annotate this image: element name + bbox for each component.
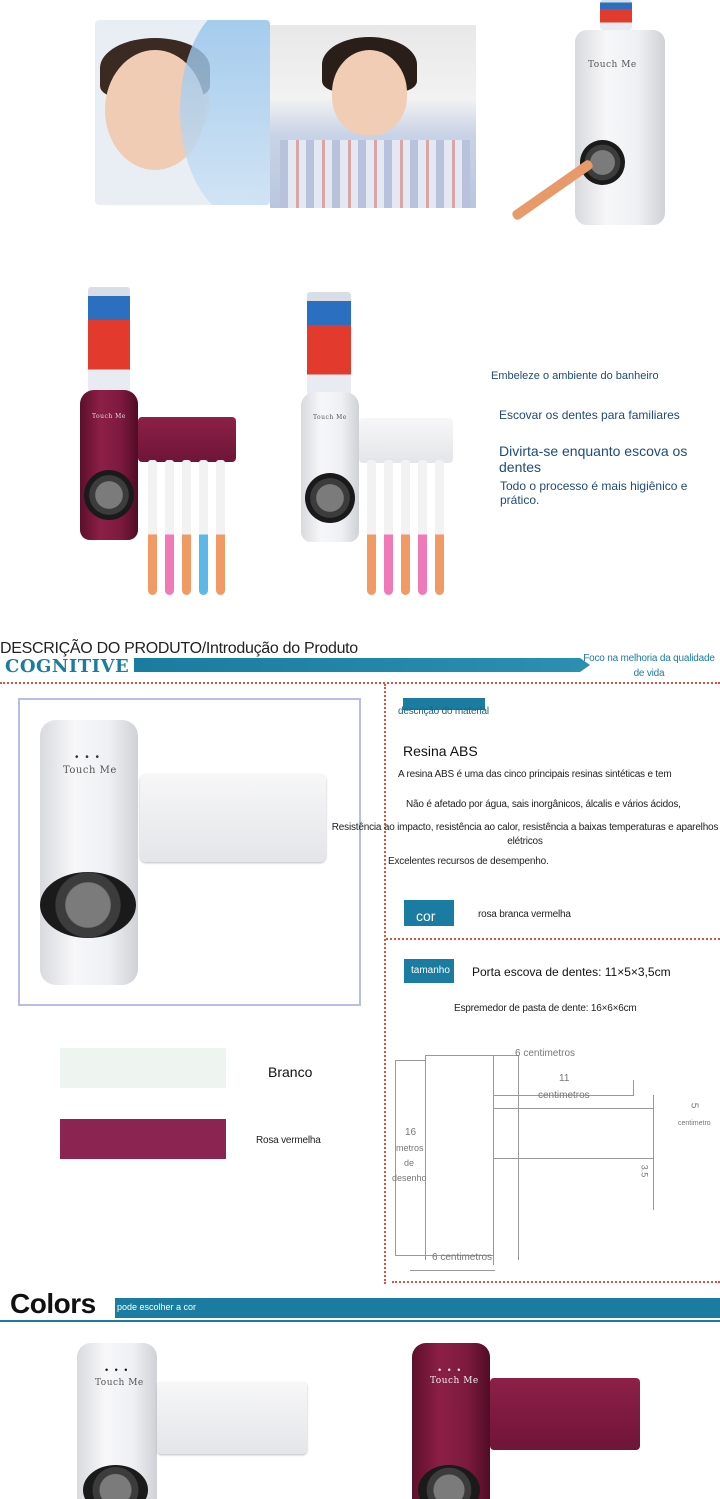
dim-height-l2: de — [404, 1158, 415, 1168]
dim-top-width: 6 centimetros — [515, 1048, 576, 1059]
white-dispenser-set-image: Touch Me — [297, 290, 467, 610]
dim-depth-num: 5 — [688, 1102, 700, 1109]
colors-underline — [0, 1320, 720, 1322]
swatch-rose-red-label: Rosa vermelha — [256, 1135, 321, 1146]
section-title: DESCRIÇÃO DO PRODUTO/Introdução do Produto — [0, 640, 358, 657]
white-variant-image: • • • Touch Me — [75, 1340, 315, 1499]
material-name: Resina ABS — [403, 743, 478, 759]
size-tag: tamanho — [404, 959, 454, 983]
divider — [386, 938, 720, 940]
feature-item-3: Divirta-se enquanto escova os dentes — [499, 443, 688, 475]
material-line-2: Não é afetado por água, sais inorgânicos, álcalis e vários ácidos, — [406, 799, 681, 810]
dim-bottom-width: 6 centimetros — [432, 1252, 493, 1263]
dim-height-num: 16 — [405, 1127, 417, 1138]
colors-bar — [115, 1298, 720, 1318]
hero-dispenser-image — [500, 0, 680, 250]
divider — [392, 1281, 720, 1283]
dim-depth-unit: centimetro — [678, 1120, 711, 1127]
swatch-white — [60, 1048, 226, 1088]
dim-height-l1: metros — [396, 1143, 424, 1153]
feature-item-4: Todo o processo é mais higiênico e prático. — [500, 479, 688, 507]
color-value: rosa branca vermelha — [478, 909, 571, 920]
color-tag: cor — [404, 900, 454, 926]
dim-holder-height: 3.5 — [639, 1164, 650, 1178]
product-image-frame: Touch Me • • • — [18, 698, 361, 1006]
divider — [0, 682, 720, 684]
woman-brushing-photo — [270, 25, 476, 208]
swatch-white-label: Branco — [268, 1064, 313, 1080]
dim-height-l3: desenho — [392, 1173, 427, 1183]
colors-subtitle: pode escolher a cor — [117, 1302, 197, 1312]
dim-holder-width-num: 11 — [559, 1073, 570, 1084]
holder-size: Porta escova de dentes: 11×5×3,5cm — [472, 965, 671, 979]
dimension-diagram — [385, 1040, 720, 1275]
dim-holder-width-unit: centimetros — [538, 1090, 590, 1101]
material-tag: descrição do material — [398, 706, 489, 717]
material-line-4: Excelentes recursos de desempenho. — [388, 856, 549, 867]
child-brushing-photo — [95, 20, 270, 205]
touch-me-logo: Touch Me — [588, 60, 637, 70]
swatch-rose-red — [60, 1119, 226, 1159]
material-line-3: Resistência ao impacto, resistência ao calor, resistência a baixas temperaturas e aparelhos elétricos — [331, 822, 719, 847]
squeezer-size: Espremedor de pasta de dente: 16×6×6cm — [454, 1003, 637, 1014]
feature-item-2: Escovar os dentes para familiares — [499, 408, 680, 422]
brand-name: COGNITIVE — [5, 656, 130, 677]
wine-variant-image: • • • Touch Me — [408, 1340, 648, 1499]
touch-me-logo: Touch Me — [63, 765, 117, 776]
wine-dispenser-set-image: Touch Me — [78, 285, 248, 605]
colors-title: Colors — [10, 1288, 96, 1319]
section-bar — [134, 658, 580, 672]
feature-item-1: Embeleze o ambiente do banheiro — [491, 370, 659, 382]
material-line-1: A resina ABS é uma das cinco principais resinas sintéticas e tem — [398, 769, 672, 780]
brand-tagline: Foco na melhoria da qualidade de vida — [583, 653, 715, 679]
